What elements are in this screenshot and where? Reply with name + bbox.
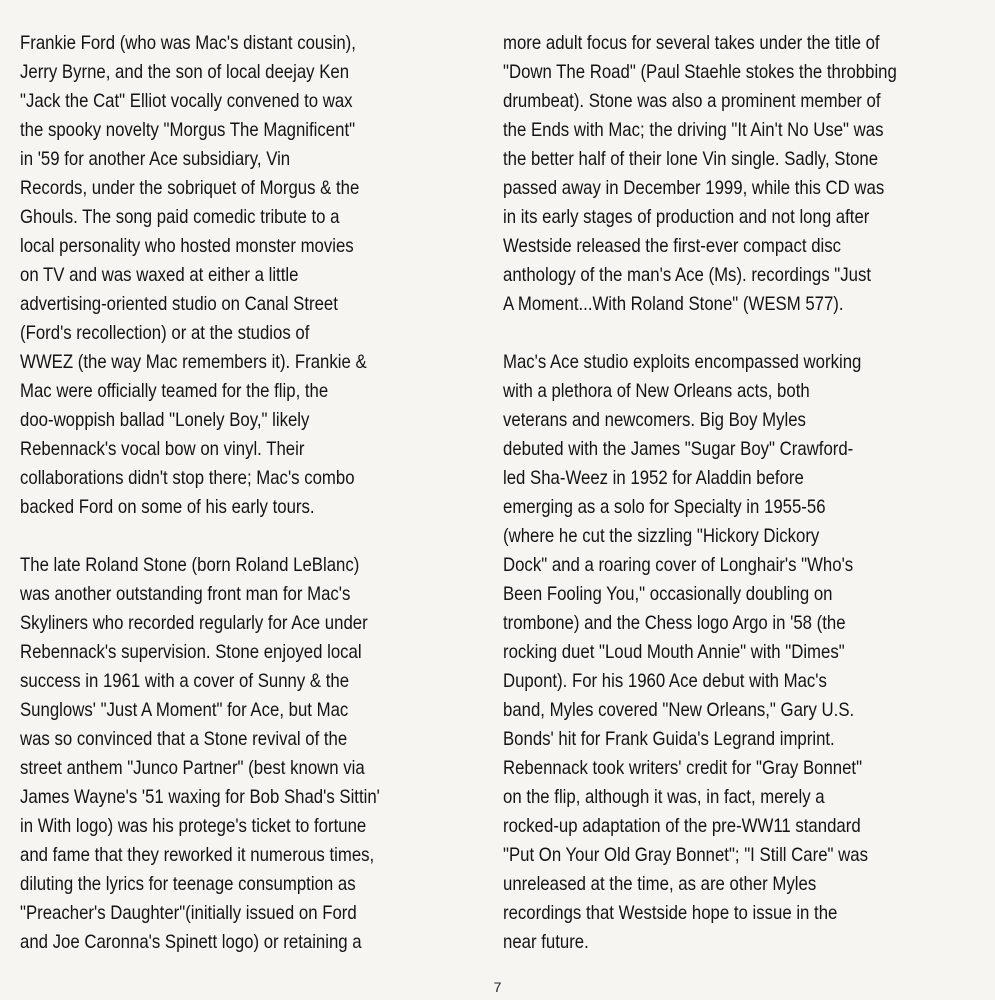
text-line: unreleased at the time, as are other Myles bbox=[503, 873, 817, 895]
text-line: emerging as a solo for Specialty in 1955-56 bbox=[503, 496, 826, 518]
paragraph-stone-continued bbox=[503, 29, 897, 319]
text-line: "Down The Road" (Paul Staehle stokes the throbbing bbox=[503, 61, 897, 83]
text-line: (Ford's recollection) or at the studios of bbox=[20, 322, 310, 344]
text-line: (where he cut the sizzling "Hickory Dickory bbox=[503, 525, 820, 547]
text-line: advertising-oriented studio on Canal Street bbox=[20, 293, 338, 315]
text-line: Mac were officially teamed for the flip, the bbox=[20, 380, 329, 402]
text-line: collaborations didn't stop there; Mac's combo bbox=[20, 467, 355, 489]
text-line: the better half of their lone Vin single. Sadly, Stone bbox=[503, 148, 879, 170]
paragraph-ford bbox=[20, 29, 380, 522]
text-line: street anthem "Junco Partner" (best known via bbox=[20, 757, 365, 779]
text-line: success in 1961 with a cover of Sunny & the bbox=[20, 670, 350, 692]
text-line: Bonds' hit for Frank Guida's Legrand imprint. bbox=[503, 728, 835, 750]
text-line: Sunglows' "Just A Moment" for Ace, but Mac bbox=[20, 699, 349, 721]
text-line: on TV and was waxed at either a little bbox=[20, 264, 299, 286]
text-line: in its early stages of production and not long after bbox=[503, 206, 870, 228]
text-line: Dock" and a roaring cover of Longhair's "Who's bbox=[503, 554, 854, 576]
text-line: A Moment...With Roland Stone" (WESM 577). bbox=[503, 293, 844, 315]
text-line: with a plethora of New Orleans acts, both bbox=[503, 380, 810, 402]
text-line: debuted with the James "Sugar Boy" Crawford- bbox=[503, 438, 854, 460]
text-line: the Ends with Mac; the driving "It Ain't No Use" was bbox=[503, 119, 884, 141]
text-line: veterans and newcomers. Big Boy Myles bbox=[503, 409, 806, 431]
text-line: James Wayne's '51 waxing for Bob Shad's Sittin' bbox=[20, 786, 380, 808]
text-line: on the flip, although it was, in fact, merely a bbox=[503, 786, 825, 808]
text-line: in '59 for another Ace subsidiary, Vin bbox=[20, 148, 291, 170]
text-line: backed Ford on some of his early tours. bbox=[20, 496, 315, 518]
text-line: passed away in December 1999, while this CD was bbox=[503, 177, 885, 199]
text-line: drumbeat). Stone was also a prominent member of bbox=[503, 90, 881, 112]
text-line: Skyliners who recorded regularly for Ace under bbox=[20, 612, 368, 634]
text-line: WWEZ (the way Mac remembers it). Frankie & bbox=[20, 351, 367, 373]
text-line: "Jack the Cat" Elliot vocally convened to wax bbox=[20, 90, 353, 112]
text-line: Mac's Ace studio exploits encompassed working bbox=[503, 351, 862, 373]
page-number: 7 bbox=[493, 979, 502, 995]
text-line: doo-woppish ballad "Lonely Boy," likely bbox=[20, 409, 310, 431]
text-line: Rebennack took writers' credit for "Gray Bonnet" bbox=[503, 757, 863, 779]
text-line: the spooky novelty "Morgus The Magnificent" bbox=[20, 119, 356, 141]
text-line: was another outstanding front man for Mac's bbox=[20, 583, 351, 605]
paragraph-stone bbox=[20, 551, 380, 957]
paragraph-gap bbox=[20, 522, 380, 551]
text-line: Jerry Byrne, and the son of local deejay Ken bbox=[20, 61, 350, 83]
text-line: Ghouls. The song paid comedic tribute to a bbox=[20, 206, 340, 228]
text-line: local personality who hosted monster movies bbox=[20, 235, 354, 257]
text-line: rocking duet "Loud Mouth Annie" with "Dimes" bbox=[503, 641, 845, 663]
text-line: Rebennack's vocal bow on vinyl. Their bbox=[20, 438, 305, 460]
paragraph-gap bbox=[503, 319, 897, 348]
text-line: was so convinced that a Stone revival of the bbox=[20, 728, 348, 750]
text-line: and fame that they reworked it numerous times, bbox=[20, 844, 375, 866]
text-line: Frankie Ford (who was Mac's distant cousin), bbox=[20, 32, 356, 54]
text-line: Dupont). For his 1960 Ace debut with Mac's bbox=[503, 670, 827, 692]
right-column bbox=[503, 29, 897, 957]
text-line: more adult focus for several takes under the title of bbox=[503, 32, 880, 54]
text-line: led Sha-Weez in 1952 for Aladdin before bbox=[503, 467, 804, 489]
text-line: The late Roland Stone (born Roland LeBlanc) bbox=[20, 554, 360, 576]
text-line: Rebennack's supervision. Stone enjoyed local bbox=[20, 641, 362, 663]
text-line: near future. bbox=[503, 931, 589, 953]
text-line: anthology of the man's Ace (Ms). recordings "Just bbox=[503, 264, 872, 286]
text-line: and Joe Caronna's Spinett logo) or retaining a bbox=[20, 931, 362, 953]
text-line: Westside released the first-ever compact disc bbox=[503, 235, 842, 257]
text-line: diluting the lyrics for teenage consumption as bbox=[20, 873, 356, 895]
text-line: recordings that Westside hope to issue in the bbox=[503, 902, 838, 924]
text-line: in With logo) was his protege's ticket to fortune bbox=[20, 815, 367, 837]
text-line: band, Myles covered "New Orleans," Gary U.S. bbox=[503, 699, 855, 721]
left-column bbox=[20, 29, 380, 957]
text-line: "Preacher's Daughter"(initially issued on Ford bbox=[20, 902, 357, 924]
text-line: Been Fooling You," occasionally doubling on bbox=[503, 583, 833, 605]
paragraph-myles bbox=[503, 348, 897, 957]
text-line: Records, under the sobriquet of Morgus & the bbox=[20, 177, 360, 199]
text-line: "Put On Your Old Gray Bonnet"; "I Still Care" was bbox=[503, 844, 868, 866]
text-line: rocked-up adaptation of the pre-WW11 standard bbox=[503, 815, 861, 837]
text-line: trombone) and the Chess logo Argo in '58 (the bbox=[503, 612, 846, 634]
